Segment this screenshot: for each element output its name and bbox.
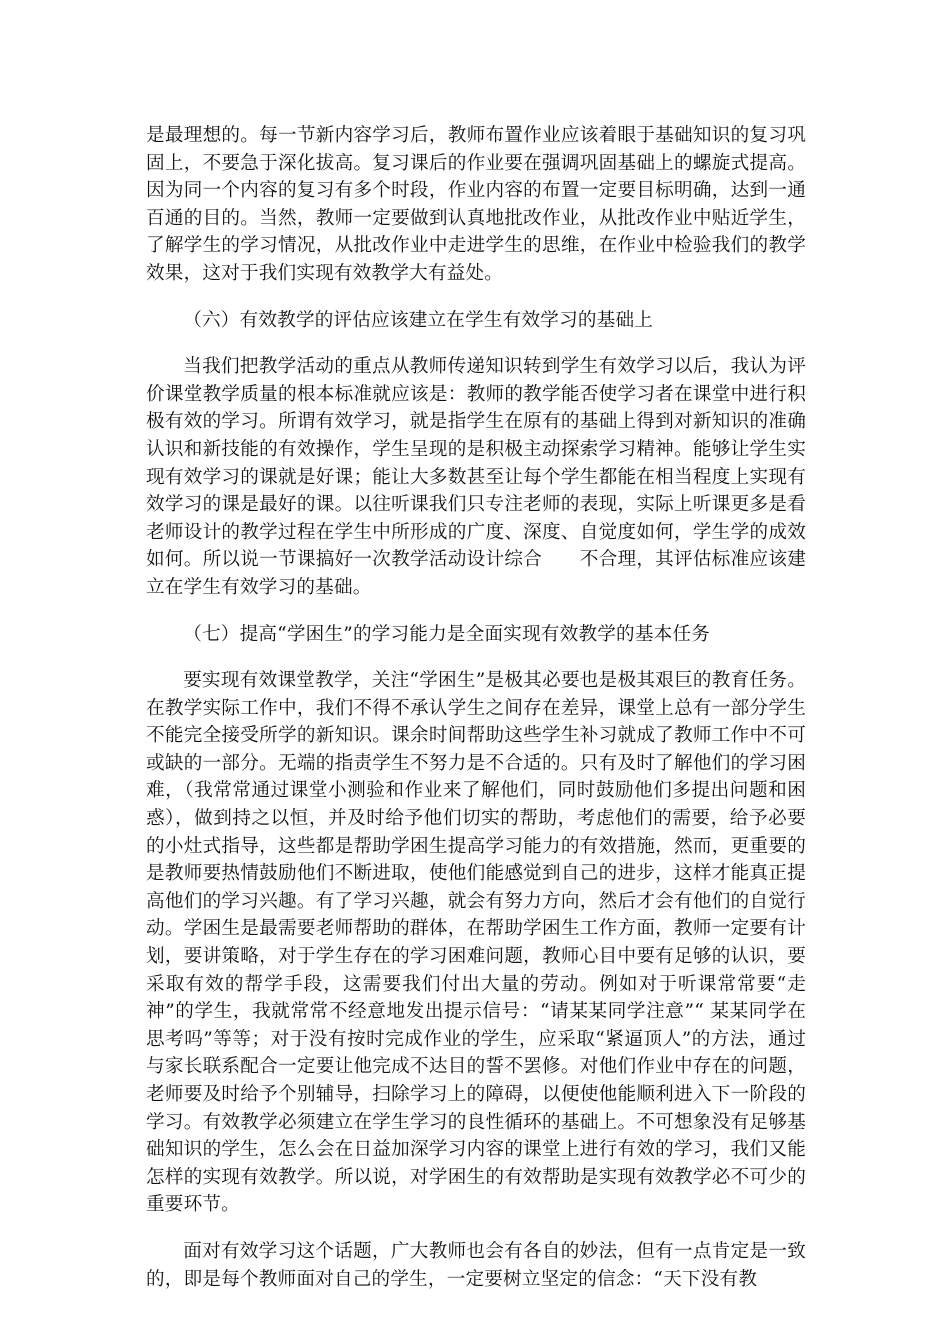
paragraph-gap [146,1219,806,1238]
document-body [146,122,806,1293]
paragraph-homework: 是最理想的。每一节新内容学习后，教师布置作业应该着眼于基础知识的复习巩固上，不要急于深化拔高。复习课后的作业要在强调巩固基础上的螺旋式提高。因为同一个内容的复习有多个时段，作业内容的布置一定要目标明确，达到一通百通的目的。当然，教师一定要做到认真地批改作业，从批改作业中贴近学生，了解学生的学习情况，从批改作业中走进学生的思维，在作业中检验我们的教学效果，这对于我们实现有效教学大有益处。 [146,125,806,284]
section-heading-6: （六）有效教学的评估应该建立在学生有效学习的基础上 [183,309,654,331]
section-heading-7: （七）提高“学困生”的学习能力是全面实现有效教学的基本任务 [183,623,711,645]
paragraph-struggling-students: 要实现有效课堂教学，关注“学困生”是极其必要也是极其艰巨的教育任务。在教学实际工作中，我们不得不承认学生之间存在差异，课堂上总有一部分学生不能完全接受所学的新知识。课余时间帮助这些学生补习就成了教师工作中不可或缺的一部分。无端的指责学生不努力是不合适的。只有及时了解他们的学习困难，（我常常通过课堂小测验和作业来了解他们，同时鼓励他们多提出问题和困惑），做到持之以恒，并及时给予他们切实的帮助，考虑他们的需要，给予必要的小灶式指导，这些都是帮助学困生提高学习能力的有效措施，然而，更重要的是教师要热情鼓励他们不断进取，使他们能感觉到自己的进步，这样才能真正提高他们的学习兴趣。有了学习兴趣，就会有努力方向，然后才会有他们的自觉行动。学困生是最需要老师帮助的群体，在帮助学困生工作方面，教师一定要有计划，要讲策略，对于学生存在的学习困难问题，教师心目中要有足够的认识，要采取有效的帮学手段，这需要我们付出大量的劳动。例如对于听课常常要“走神”的学生，我就常常不经意地发出提示信号：“请某某同学注意”“ 某某同学在思考吗”等等；对于没有按时完成作业的学生，应采取“紧逼顶人”的方法，通过与家长联系配合一定要让他完成不达目的誓不罢修。对他们作业中存在的问题，老师要及时给予个别辅导，扫除学习上的障碍，以便使他能顺利进入下一阶段的学习。有效教学必须建立在学生学习的良性循环的基础上。不可想象没有足够基础知识的学生，怎么会在日益加深学习内容的课堂上进行有效的学习，我们又能怎样的实现有效教学。所以说，对学困生的有效帮助是实现有效教学必不可少的重要环节。 [146,670,806,1216]
paragraph-closing: 面对有效学习这个话题，广大教师也会有各自的妙法，但有一点肯定是一致的，即是每个教师面对自己的学生，一定要树立坚定的信念：“天下没有教 [146,1240,806,1290]
paragraph-gap [146,288,806,307]
paragraph-gap [146,648,806,667]
paragraph-evaluation: 当我们把教学活动的重点从教师传递知识转到学生有效学习以后，我认为评价课堂教学质量的根本标准就应该是：教师的教学能否使学习者在课堂中进行积极有效的学习。所谓有效学习，就是指学生在原有的基础上得到对新知识的准确认识和新技能的有效操作，学生呈现的是积极主动探索学习精神。能够让学生实现有效学习的课就是好课；能让大多数甚至让每个学生都能在相当程度上实现有效学习的课是最好的课。以往听课我们只专注老师的表现，实际上听课更多是看老师设计的教学过程在学生中所形成的广度、深度、自觉度如何，学生学的成效如何。所以说一节课搞好一次教学活动设计综合 不合理，其评估标准应该建立在学生有效学习的基础。 [146,356,806,598]
paragraph-gap [146,334,806,353]
paragraph-gap [146,602,806,621]
